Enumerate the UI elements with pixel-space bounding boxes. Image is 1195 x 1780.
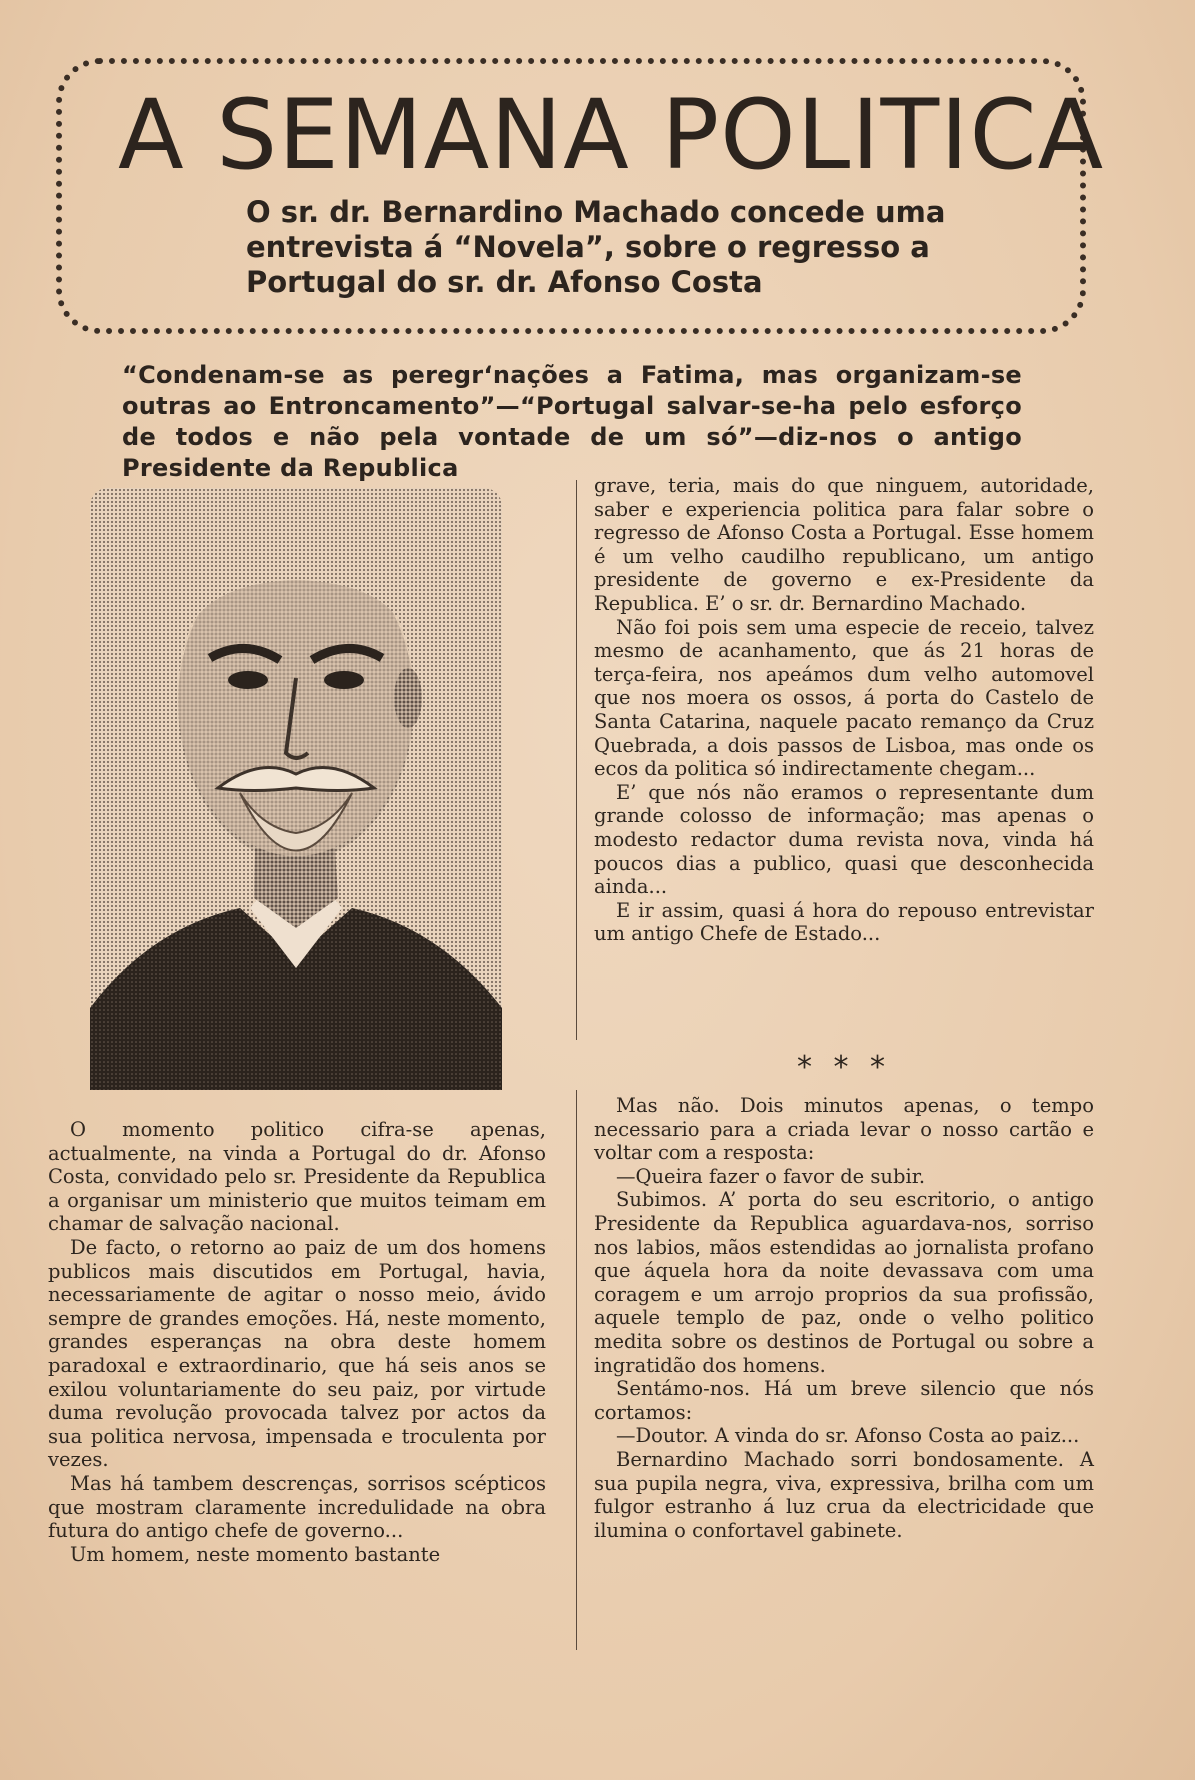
paragraph: E’ que nós não eramos o representante dum grande colosso de informação; mas apenas o modesto redactor duma revista nova, vinda há poucos dias a publico, quasi que desconhecida ainda... bbox=[594, 780, 1094, 899]
paragraph: grave, teria, mais do que ninguem, autoridade, saber e experiencia politica para falar sobre o regresso de Afonso Costa a Portugal. Esse homem é um velho caudilho republicano, um antigo presidente de governo e ex-Presidente da Republica. E’ o sr. dr. Bernardino Machado. bbox=[594, 474, 1094, 615]
paragraph: De facto, o retorno ao paiz de um dos homens publicos mais discutidos em Portugal, havia, necessariamente de agitar o nosso meio, ávido sempre de grandes emoções. Há, neste momento, grandes esperanças na obra deste homem paradoxal e extraordinario, que há seis anos se exilou voluntariamente do seu paiz, por virtude duma revolução provocada talvez por actos da sua politica nervosa, impensada e troculenta por vezes. bbox=[48, 1235, 546, 1472]
column-divider bbox=[576, 1090, 577, 1650]
page-title: A SEMANA POLITICA bbox=[118, 79, 1105, 191]
paragraph: —Doutor. A vinda do sr. Afonso Costa ao paiz... bbox=[616, 1424, 1080, 1448]
paragraph: Subimos. A’ porta do seu escritorio, o antigo Presidente da Republica aguardava-nos, sorriso nos labios, mãos estendidas ao jornalista profano que áquela hora da noite devassava com uma coragem e um arrojo proprios da sua profissão, aquele templo de paz, onde o velho politico medita sobre os destinos de Portugal ou sobre a ingratidão dos homens. bbox=[594, 1188, 1094, 1377]
section-separator: * * * bbox=[796, 1050, 892, 1085]
paragraph: E ir assim, quasi á hora do repouso entrevistar um antigo Chefe de Estado... bbox=[594, 898, 1094, 946]
column-divider bbox=[576, 480, 577, 1040]
paragraph: O momento politico cifra-se apenas, actualmente, na vinda a Portugal do dr. Afonso Costa, convidado pelo sr. Presidente da Republica a organisar um ministerio que muitos teimam em chamar de salvação nacional. bbox=[48, 1118, 546, 1236]
article-right-column-top bbox=[594, 474, 1094, 946]
portrait-photo-icon bbox=[90, 488, 502, 1090]
paragraph: Um homem, neste momento bastante bbox=[70, 1542, 441, 1566]
paragraph: Bernardino Machado sorri bondosamente. A sua pupila negra, viva, expressiva, brilha com um fulgor estranho á luz crua da electricidade que ilumina o confortavel gabinete. bbox=[594, 1447, 1094, 1542]
paragraph: Mas não. Dois minutos apenas, o tempo necessario para a criada levar o nosso cartão e voltar com a resposta: bbox=[594, 1094, 1094, 1165]
subtitle: O sr. dr. Bernardino Machado concede uma entrevista á “Novela”, sobre o regresso a Portugal do sr. dr. Afonso Costa bbox=[246, 195, 946, 299]
paragraph: Mas há tambem descrenças, sorrisos scépticos que mostram claramente incredulidade na obra futura do antigo chefe de governo... bbox=[48, 1471, 546, 1543]
lead-paragraph: “Condenam-se as peregr‘nações a Fatima, mas organizam-se outras ao Entroncamento”—“Portugal salvar-se-ha pelo esforço de todos e não pela vontade de um só”—diz-nos o antigo Presidente da Republica bbox=[122, 361, 1022, 482]
paragraph: —Queira fazer o favor de subir. bbox=[616, 1164, 926, 1188]
article-right-column-bottom bbox=[594, 1094, 1094, 1542]
paragraph: Não foi pois sem uma especie de receio, talvez mesmo de acanhamento, que ás 21 horas de terça-feira, nos apeámos dum velho automovel que nos moera os ossos, á porta do Castelo de Santa Catarina, naquele pacato remanço da Cruz Quebrada, a dois passos de Lisboa, mas onde os ecos da politica só indirectamente chegam... bbox=[594, 615, 1094, 781]
paragraph: Sentámo-nos. Há um breve silencio que nós cortamos: bbox=[594, 1377, 1094, 1424]
article-left-column bbox=[48, 1118, 546, 1566]
